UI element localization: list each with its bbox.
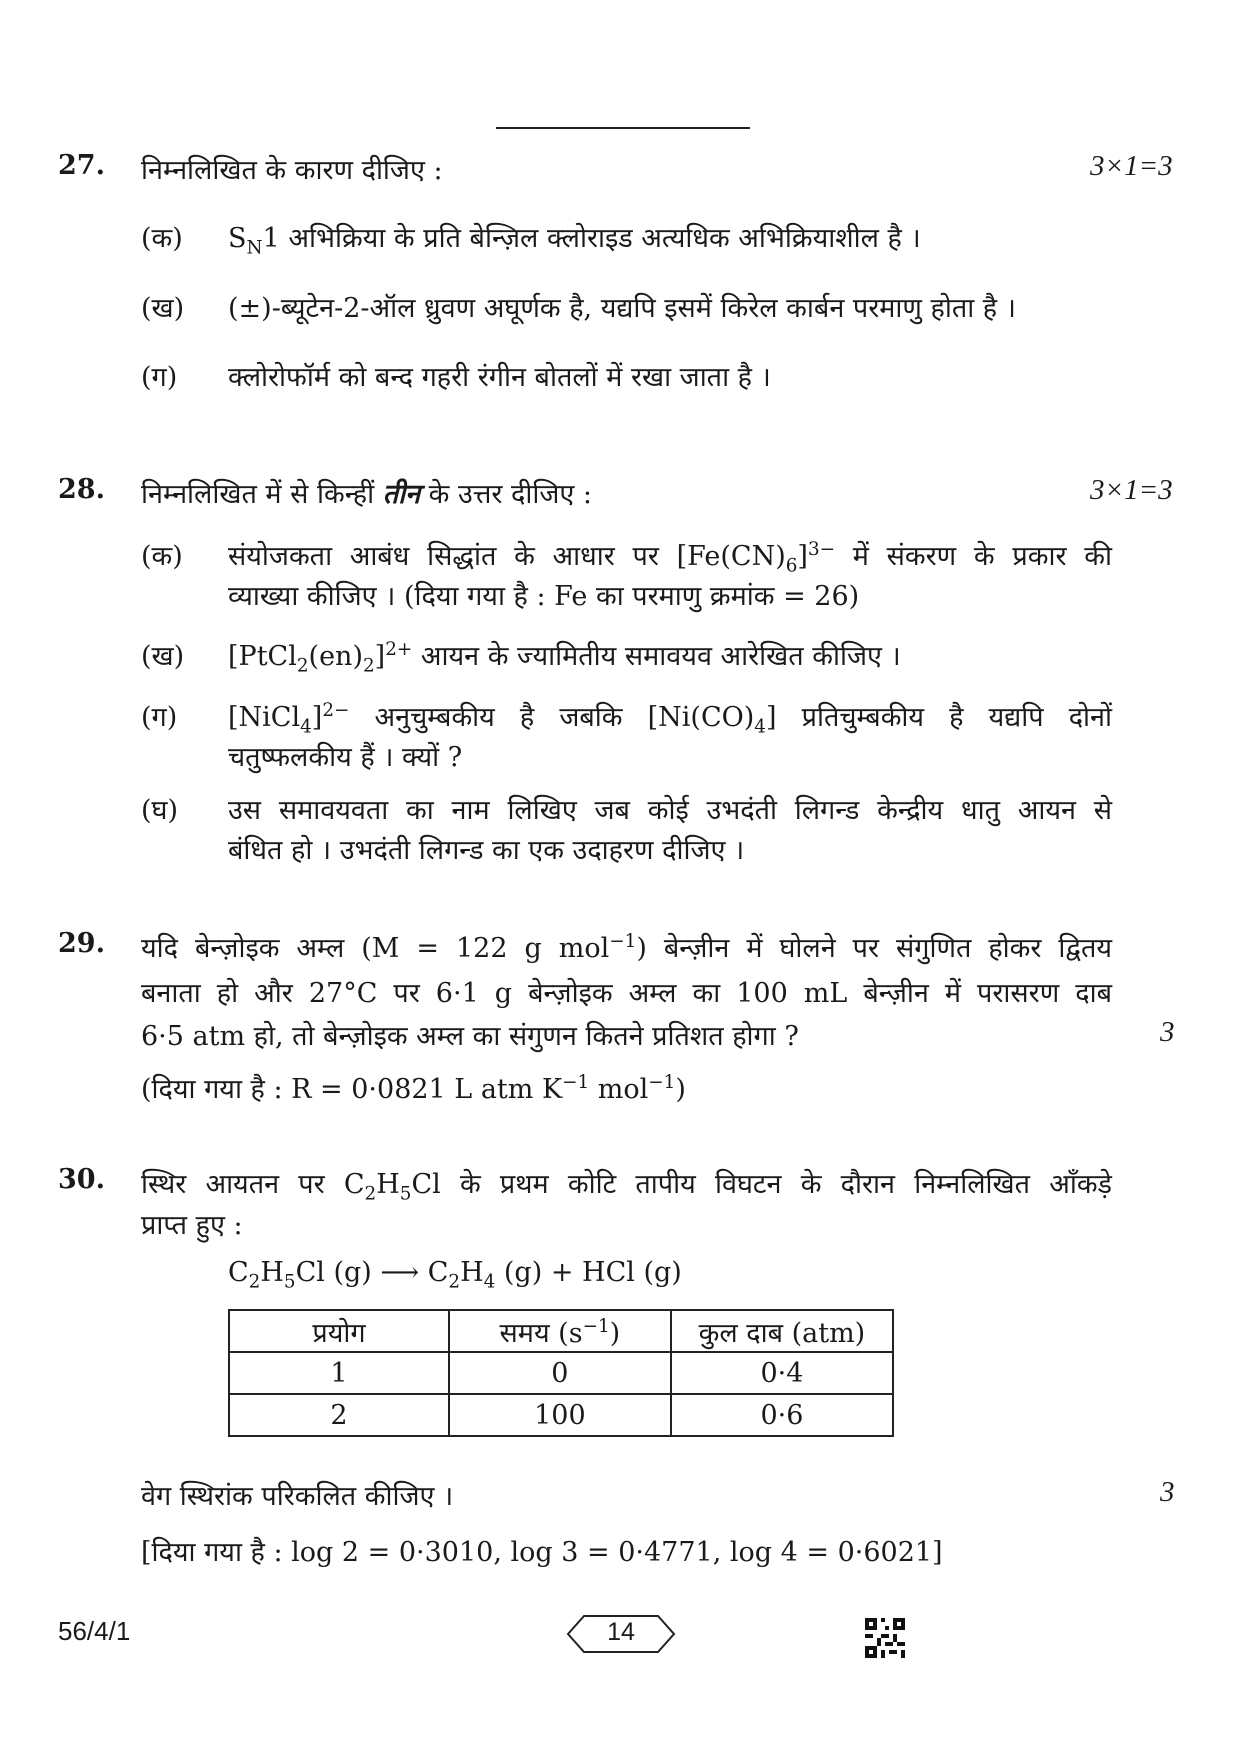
q27-item-a-text: $S_N1$ अभिक्रिया के प्रति बेन्ज़िल क्लोराइड अत्यधिक अभिक्रियाशील है । — [228, 223, 921, 259]
table-header-cell: प्रयोग — [229, 1310, 449, 1352]
table-header-row — [229, 1310, 893, 1352]
q28-item-d-label: (घ) — [141, 795, 179, 826]
reaction-arrow-icon: ⟶ — [380, 1257, 420, 1288]
q27-item-b-label: (ख) — [141, 293, 185, 324]
question-29-line1: यदि बेन्ज़ोइक अम्ल (M = 122 g mol$^{-1}$) बेन्ज़ीन में घोलने पर संगुणित होकर द्वितय — [141, 931, 1113, 964]
question-29-line3: 6·5 atm हो, तो बेन्ज़ोइक अम्ल का संगुणन कितने प्रतिशत होगा ? — [141, 1021, 799, 1052]
page-number-badge — [566, 1614, 676, 1654]
q27-item-c-label: (ग) — [141, 362, 178, 393]
table-header-cell: कुल दाब (atm) — [671, 1310, 893, 1352]
paper-code: 56/4/1 — [58, 1616, 131, 1646]
question-30-line1: स्थिर आयतन पर $C_2H_5Cl$ के प्रथम कोटि तापीय विघटन के दौरान निम्नलिखित आँकड़े — [141, 1169, 1113, 1205]
table-cell: 100 — [449, 1394, 671, 1436]
table-row — [229, 1352, 893, 1394]
question-30-given: [दिया गया है : log 2 = 0·3010, log 3 = 0·4771, log 4 = 0·6021] — [141, 1537, 943, 1568]
question-30-number: 30. — [58, 1164, 105, 1195]
top-divider — [496, 127, 750, 129]
question-27-marks: 3×1=3 — [1090, 150, 1173, 182]
q28-item-c-line2: चतुष्फलकीय हैं । क्यों ? — [228, 742, 463, 773]
question-30-task: वेग स्थिरांक परिकलित कीजिए । — [141, 1481, 454, 1512]
question-27-number: 27. — [58, 150, 105, 181]
q28-item-d-line1: उस समावयवता का नाम लिखिए जब कोई उभदंती लिगन्ड केन्द्रीय धातु आयन से — [228, 795, 1112, 826]
question-30-marks: 3 — [1160, 1476, 1175, 1508]
question-30-line2: प्राप्त हुए : — [141, 1210, 243, 1241]
question-29-number: 29. — [58, 928, 105, 959]
table-cell: 1 — [229, 1352, 449, 1394]
table-cell: 0·6 — [671, 1394, 893, 1436]
q28-item-c-line1: [NiCl$_4$]$^{2-}$ अनुचुम्बकीय है जबकि $[Ni(CO)_4]$ प्रतिचुम्बकीय है यद्यपि दोनों — [228, 700, 1113, 738]
question-27-text: निम्नलिखित के कारण दीजिए : — [141, 155, 443, 186]
q28-item-a-line1: संयोजकता आबंध सिद्धांत के आधार पर $[Fe(CN)_6]^{3-}$ में संकरण के प्रकार की — [228, 539, 1112, 577]
question-28-marks: 3×1=3 — [1090, 474, 1173, 506]
question-29-line2: बनाता हो और 27°C पर 6·1 g बेन्ज़ोइक अम्ल का 100 mL बेन्ज़ीन में परासरण दाब — [141, 978, 1112, 1009]
qr-code-icon — [865, 1618, 905, 1658]
q27-item-c-text: क्लोरोफॉर्म को बन्द गहरी रंगीन बोतलों में रखा जाता है । — [228, 362, 771, 393]
q28-item-b-text: $[PtCl_2(en)_2]^{2+}$ आयन के ज्यामितीय समावयव आरेखित कीजिए । — [228, 639, 901, 677]
question-28-number: 28. — [58, 474, 105, 505]
q28-item-c-label: (ग) — [141, 702, 178, 733]
q28-item-b-label: (ख) — [141, 641, 185, 672]
question-29-marks: 3 — [1160, 1016, 1175, 1048]
table-cell: 0 — [449, 1352, 671, 1394]
q28-item-a-label: (क) — [141, 541, 183, 572]
q28-item-a-line2: व्याख्या कीजिए । (दिया गया है : Fe का परमाणु क्रमांक = 26) — [228, 581, 860, 612]
q28-item-d-line2: बंधित हो । उभदंती लिगन्ड का एक उदाहरण दीजिए । — [228, 835, 745, 866]
question-28-text: निम्नलिखित में से किन्हीं तीन के उत्तर दीजिए : — [141, 479, 593, 510]
data-table — [228, 1309, 894, 1437]
page-number: 14 — [607, 1618, 635, 1646]
q27-item-b-text: (±)-ब्यूटेन-2-ऑल ध्रुवण अघूर्णक है, यद्यपि इसमें किरेल कार्बन परमाणु होता है । — [228, 293, 1016, 324]
q27-item-a-label: (क) — [141, 223, 183, 254]
table-cell: 2 — [229, 1394, 449, 1436]
table-row — [229, 1394, 893, 1436]
table-header-cell: समय $(s^{-1})$ — [449, 1310, 671, 1352]
table-cell: 0·4 — [671, 1352, 893, 1394]
question-29-given: (दिया गया है : R = 0·0821 L atm $K^{-1}$ mol$^{-1}$) — [141, 1072, 686, 1105]
question-30-equation: $C_2H_5Cl$ (g) ⟶ $C_2H_4$ (g) + HCl (g) — [228, 1257, 682, 1293]
